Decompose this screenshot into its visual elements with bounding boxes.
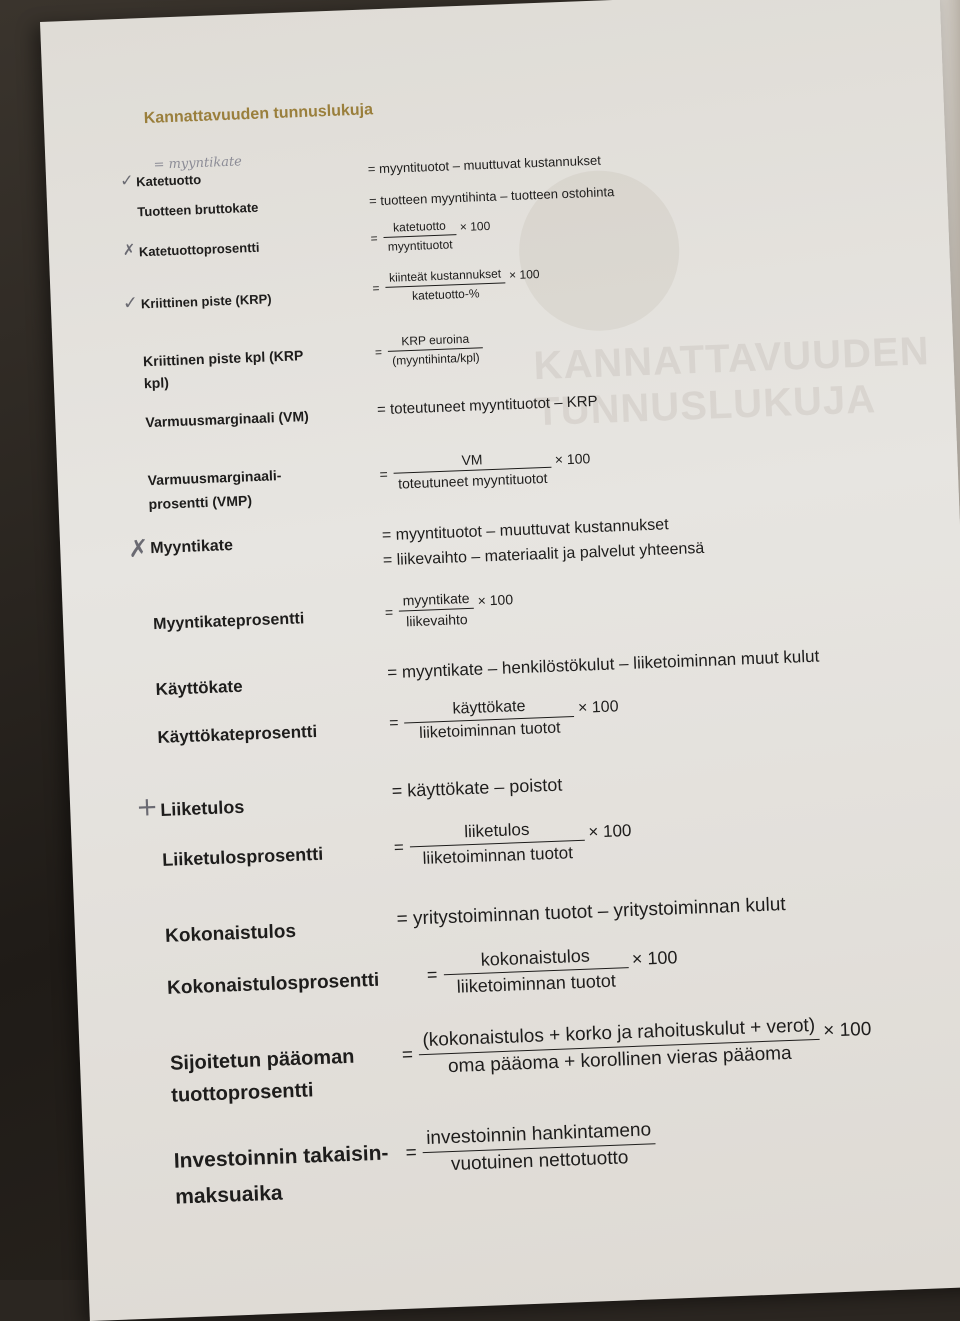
row-liiketulos [130, 760, 949, 823]
equals-sign: = [374, 344, 383, 359]
fraction [398, 590, 474, 630]
multiplier: × 100 [554, 449, 591, 468]
row-kayttokate [125, 642, 944, 700]
formula-bruttokate: = tuotteen myyntihinta – tuotteen ostohinta [368, 184, 615, 209]
equals-sign: = [379, 465, 389, 482]
check-mark-icon: ✓ [119, 170, 134, 191]
multiplier: × 100 [822, 1018, 872, 1042]
multiplier: × 100 [508, 266, 540, 282]
denominator: myyntituotot [387, 237, 453, 254]
term-kokonaistulosprosentti: Kokonaistulosprosentti [166, 969, 380, 999]
formula-sijoitetun-paaoman [401, 1013, 873, 1080]
numerator: VM [393, 449, 551, 474]
formula-kayttokate: = myyntikate – henkilöstökulut – liiketoiminnan muut kulut [386, 646, 820, 683]
cross-mark-icon: ✗ [127, 534, 149, 563]
cross-mark-icon: ✗ [122, 240, 136, 259]
equals-sign: = [426, 964, 438, 985]
denominator: vuotuinen nettotuotto [450, 1147, 629, 1176]
term-myyntikateprosentti: Myyntikateprosentti [152, 610, 305, 634]
formula-myyntikate [381, 511, 704, 573]
fraction [404, 696, 575, 743]
equals-sign: = [370, 230, 378, 245]
term-krp-kpl: Kriittinen piste kpl (KRP kpl) [142, 347, 304, 392]
fraction [387, 331, 484, 368]
term-katetuotto: Katetuotto [135, 171, 202, 190]
term-katetuottoprosentti: Katetuottoprosentti [138, 239, 260, 260]
formula-liiketulos: = käyttökate – poistot [391, 774, 563, 802]
term-bruttokate: Tuotteen bruttokate [137, 199, 259, 220]
equals-sign: = [393, 837, 405, 857]
page-title: Kannattavuuden tunnuslukuja [143, 101, 374, 128]
term-vmp: Varmuusmarginaali-prosentti (VMP) [147, 467, 282, 513]
multiplier: × 100 [588, 820, 632, 842]
multiplier: × 100 [477, 590, 514, 609]
multiplier: × 100 [631, 947, 678, 969]
formula-line-1: = myyntituotot – muuttuvat kustannukset [381, 516, 669, 545]
numerator: katetuotto [383, 218, 456, 238]
denominator: liikevaihto [405, 611, 468, 630]
term-sijoitetun-paaoman: Sijoitetun pääoman tuottoprosentti [169, 1045, 355, 1107]
formula-kokonaistulosprosentti [426, 942, 679, 999]
denominator: liiketoiminnan tuotot [418, 719, 561, 742]
numerator: kokonaistulos [442, 944, 628, 975]
equals-sign: = [372, 280, 380, 295]
fraction [385, 266, 506, 304]
denominator: toteutuneet myyntituotot [397, 469, 548, 492]
row-sijoitetun-paaoman [139, 1009, 958, 1107]
term-kayttokateprosentti: Käyttökateprosentti [157, 721, 318, 748]
row-myyntikateprosentti [122, 572, 941, 634]
fraction [409, 818, 586, 870]
term-liiketulosprosentti: Liiketulosprosentti [161, 843, 324, 870]
formula-vm: = toteutuneet myyntituotot – KRP [376, 392, 598, 419]
term-investoinnin: Investoinnin takaisin-maksuaika [173, 1141, 389, 1209]
numerator: (kokonaistulos + korko ja rahoituskulut + verot) [418, 1015, 820, 1055]
numerator: käyttökate [404, 696, 575, 724]
equals-sign: = [401, 1043, 414, 1066]
term-kokonaistulos: Kokonaistulos [164, 920, 297, 947]
formula-investoinnin [405, 1119, 657, 1178]
denominator: liiketoiminnan tuotot [456, 970, 617, 997]
formula-katetuotto: = myyntituotot – muuttuvat kustannukset [367, 152, 602, 177]
fraction [383, 218, 457, 254]
numerator: investoinnin hankintameno [422, 1119, 656, 1153]
row-vmp [117, 434, 936, 513]
formula-kokonaistulos: = yritystoiminnan tuotot – yritystoiminnan kulut [396, 894, 786, 930]
fraction [418, 1015, 820, 1079]
formula-krp-kpl [374, 331, 484, 368]
fraction [442, 944, 629, 998]
numerator: liiketulos [409, 818, 585, 848]
multiplier: × 100 [459, 218, 491, 234]
equals-sign: = [388, 714, 399, 732]
fraction [393, 449, 552, 492]
equals-sign: = [405, 1141, 418, 1164]
denominator: liiketoiminnan tuotot [422, 843, 574, 868]
denominator: katetuotto-% [411, 286, 480, 303]
formula-katetuottoprosentti [370, 217, 491, 255]
formula-line-2: = liikevaihto – materiaalit ja palvelut yhteensä [382, 539, 705, 570]
fraction [422, 1119, 657, 1177]
formula-vmp [379, 447, 591, 492]
term-liiketulos: Liiketulos [159, 796, 245, 820]
equals-sign: = [384, 603, 394, 620]
row-investoinnin [143, 1107, 960, 1209]
formula-kayttokateprosentti [388, 694, 619, 744]
formula-liiketulosprosentti [393, 816, 633, 870]
term-krp: Kriittinen piste (KRP) [140, 291, 272, 312]
row-kokonaistulos [135, 888, 954, 947]
numerator: KRP euroina [387, 331, 483, 352]
formula-myyntikateprosentti [384, 588, 514, 630]
term-vm: Varmuusmarginaali (VM) [145, 407, 310, 431]
numerator: kiinteät kustannukset [385, 266, 506, 288]
term-kayttokate: Käyttökate [155, 676, 243, 700]
watermark-text: KANNATTAVUUDEN TUNNUSLUKUJA [532, 329, 931, 435]
plus-mark-icon: + [135, 792, 159, 823]
numerator: myyntikate [398, 590, 474, 612]
multiplier: × 100 [577, 697, 619, 717]
handwritten-note: = myyntikate [153, 154, 243, 173]
denominator: oma pääoma + korollinen vieras pääoma [447, 1042, 792, 1078]
check-mark-icon: ✓ [122, 292, 139, 315]
denominator: (myyntihinta/kpl) [392, 350, 480, 368]
formula-krp [372, 265, 541, 304]
term-myyntikate: Myyntikate [149, 536, 234, 558]
book-page [40, 0, 960, 1321]
